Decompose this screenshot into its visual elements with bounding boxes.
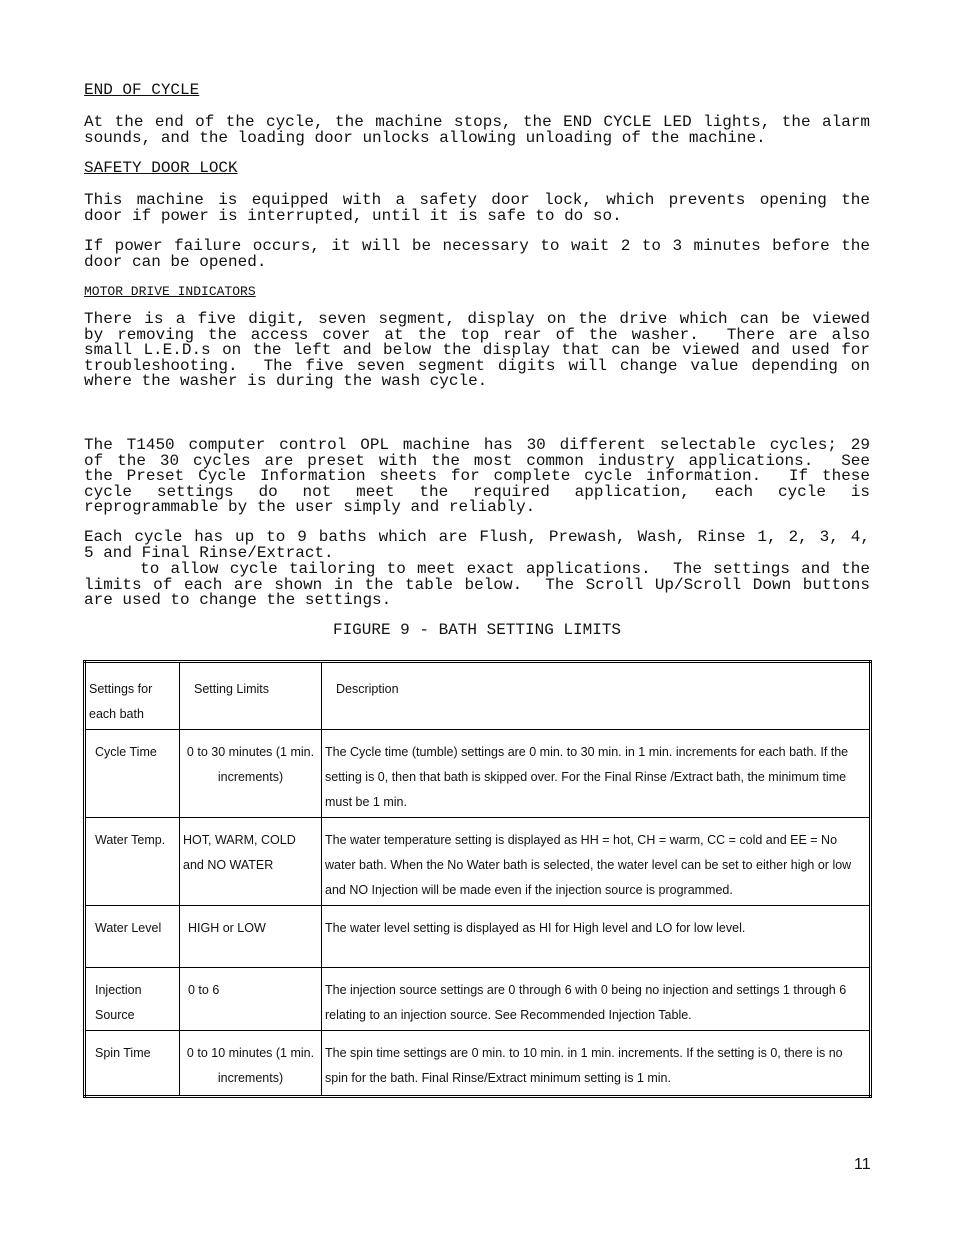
figure-caption: FIGURE 9 - BATH SETTING LIMITS: [332, 621, 622, 639]
text-line: to allow cycle tailoring to meet exact applications. The settings and the: [84, 560, 870, 578]
text-line: cycle settings do not meet the required application, each cycle is: [84, 482, 870, 501]
row-description: The Cycle time (tumble) settings are 0 min. to 30 min. in 1 min. increments for each bath. If the setting is 0, then that bath is skipped over. For the Final Rinse /Extract bath, the minimum time must be 1 min.: [322, 730, 871, 818]
header-description: Description: [322, 662, 871, 730]
motor-drive-paragraph: [84, 312, 870, 390]
bath-setting-limits-table: [83, 660, 872, 1098]
text-line: At the end of the cycle, the machine stops, the END CYCLE LED lights, the alarm: [84, 113, 870, 131]
text-line: sounds, and the loading door unlocks allowing unloading of the machine.: [84, 128, 766, 147]
text-line: door if power is interrupted, until it is safe to do so.: [84, 206, 622, 225]
cycles-paragraph-2: [84, 530, 870, 609]
text-line: are used to change the settings.: [84, 591, 392, 609]
row-limits: 0 to 6: [180, 968, 322, 1031]
safety-door-lock-paragraph-1: [84, 193, 870, 224]
row-setting: Cycle Time: [85, 730, 180, 818]
text-line: small L.E.D.s on the left and below the display that can be viewed and used for: [84, 341, 870, 359]
row-setting: Water Temp.: [85, 818, 180, 906]
table-row: [85, 1031, 871, 1097]
safety-door-lock-heading: SAFETY DOOR LOCK: [84, 159, 238, 177]
row-setting: Injection Source: [85, 968, 180, 1031]
row-limits: 0 to 10 minutes (1 min. increments): [180, 1031, 322, 1097]
text-line: Each cycle has up to 9 baths which are Flush, Prewash, Wash, Rinse 1, 2, 3, 4,: [84, 528, 870, 546]
text-line: This machine is equipped with a safety door lock, which prevents opening the: [84, 191, 870, 209]
cycles-paragraph-1: [84, 438, 870, 516]
text-line: If power failure occurs, it will be necessary to wait 2 to 3 minutes before the: [84, 237, 870, 255]
page-number: 11: [854, 1156, 871, 1173]
table-row: [85, 818, 871, 906]
safety-door-lock-paragraph-2: [84, 239, 870, 270]
row-limits: HIGH or LOW: [180, 906, 322, 968]
text-line: by removing the access cover at the top rear of the washer. There are also: [84, 325, 870, 344]
text-line: limits of each are shown in the table below. The Scroll Up/Scroll Down buttons: [84, 575, 870, 594]
header-setting-limits: Setting Limits: [180, 662, 322, 730]
end-of-cycle-paragraph: [84, 115, 870, 146]
row-limits: 0 to 30 minutes (1 min. increments): [180, 730, 322, 818]
table-header-row: [85, 662, 871, 730]
text-line: There is a five digit, seven segment, display on the drive which can be viewed: [84, 310, 870, 328]
row-description: The injection source settings are 0 through 6 with 0 being no injection and settings 1 through 6 relating to an injection source. See Recommended Injection Table.: [322, 968, 871, 1031]
motor-drive-heading: MOTOR DRIVE INDICATORS: [84, 284, 256, 299]
table-row: [85, 730, 871, 818]
row-description: The spin time settings are 0 min. to 10 min. in 1 min. increments. If the setting is 0, there is no spin for the bath. Final Rinse/Extract minimum setting is 1 min.: [322, 1031, 871, 1097]
row-setting: Spin Time: [85, 1031, 180, 1097]
row-limits: HOT, WARM, COLD and NO WATER: [180, 818, 322, 906]
table-row: [85, 906, 871, 968]
row-description: The water level setting is displayed as HI for High level and LO for low level.: [322, 906, 871, 968]
row-description: The water temperature setting is displayed as HH = hot, CH = warm, CC = cold and EE = No water bath. When the No Water bath is selected, the water level can be set to either high or low and NO Injection will be made even if the injection source is programmed.: [322, 818, 871, 906]
text-line: of the 30 cycles are preset with the most common industry applications. See: [84, 451, 870, 470]
text-line: door can be opened.: [84, 252, 267, 271]
text-line: the Preset Cycle Information sheets for complete cycle information. If these: [84, 467, 870, 485]
text-line: The T1450 computer control OPL machine has 30 different selectable cycles; 29: [84, 436, 870, 454]
text-line: reprogrammable by the user simply and reliably.: [84, 498, 536, 516]
row-setting: Water Level: [85, 906, 180, 968]
header-settings: Settings for each bath: [85, 662, 180, 730]
text-line: 5 and Final Rinse/Extract.: [84, 543, 334, 562]
end-of-cycle-heading: END OF CYCLE: [84, 81, 200, 99]
table-row: [85, 968, 871, 1031]
text-line: troubleshooting. The five seven segment digits will change value depending on: [84, 356, 870, 375]
text-line: where the washer is during the wash cycle.: [84, 372, 488, 390]
